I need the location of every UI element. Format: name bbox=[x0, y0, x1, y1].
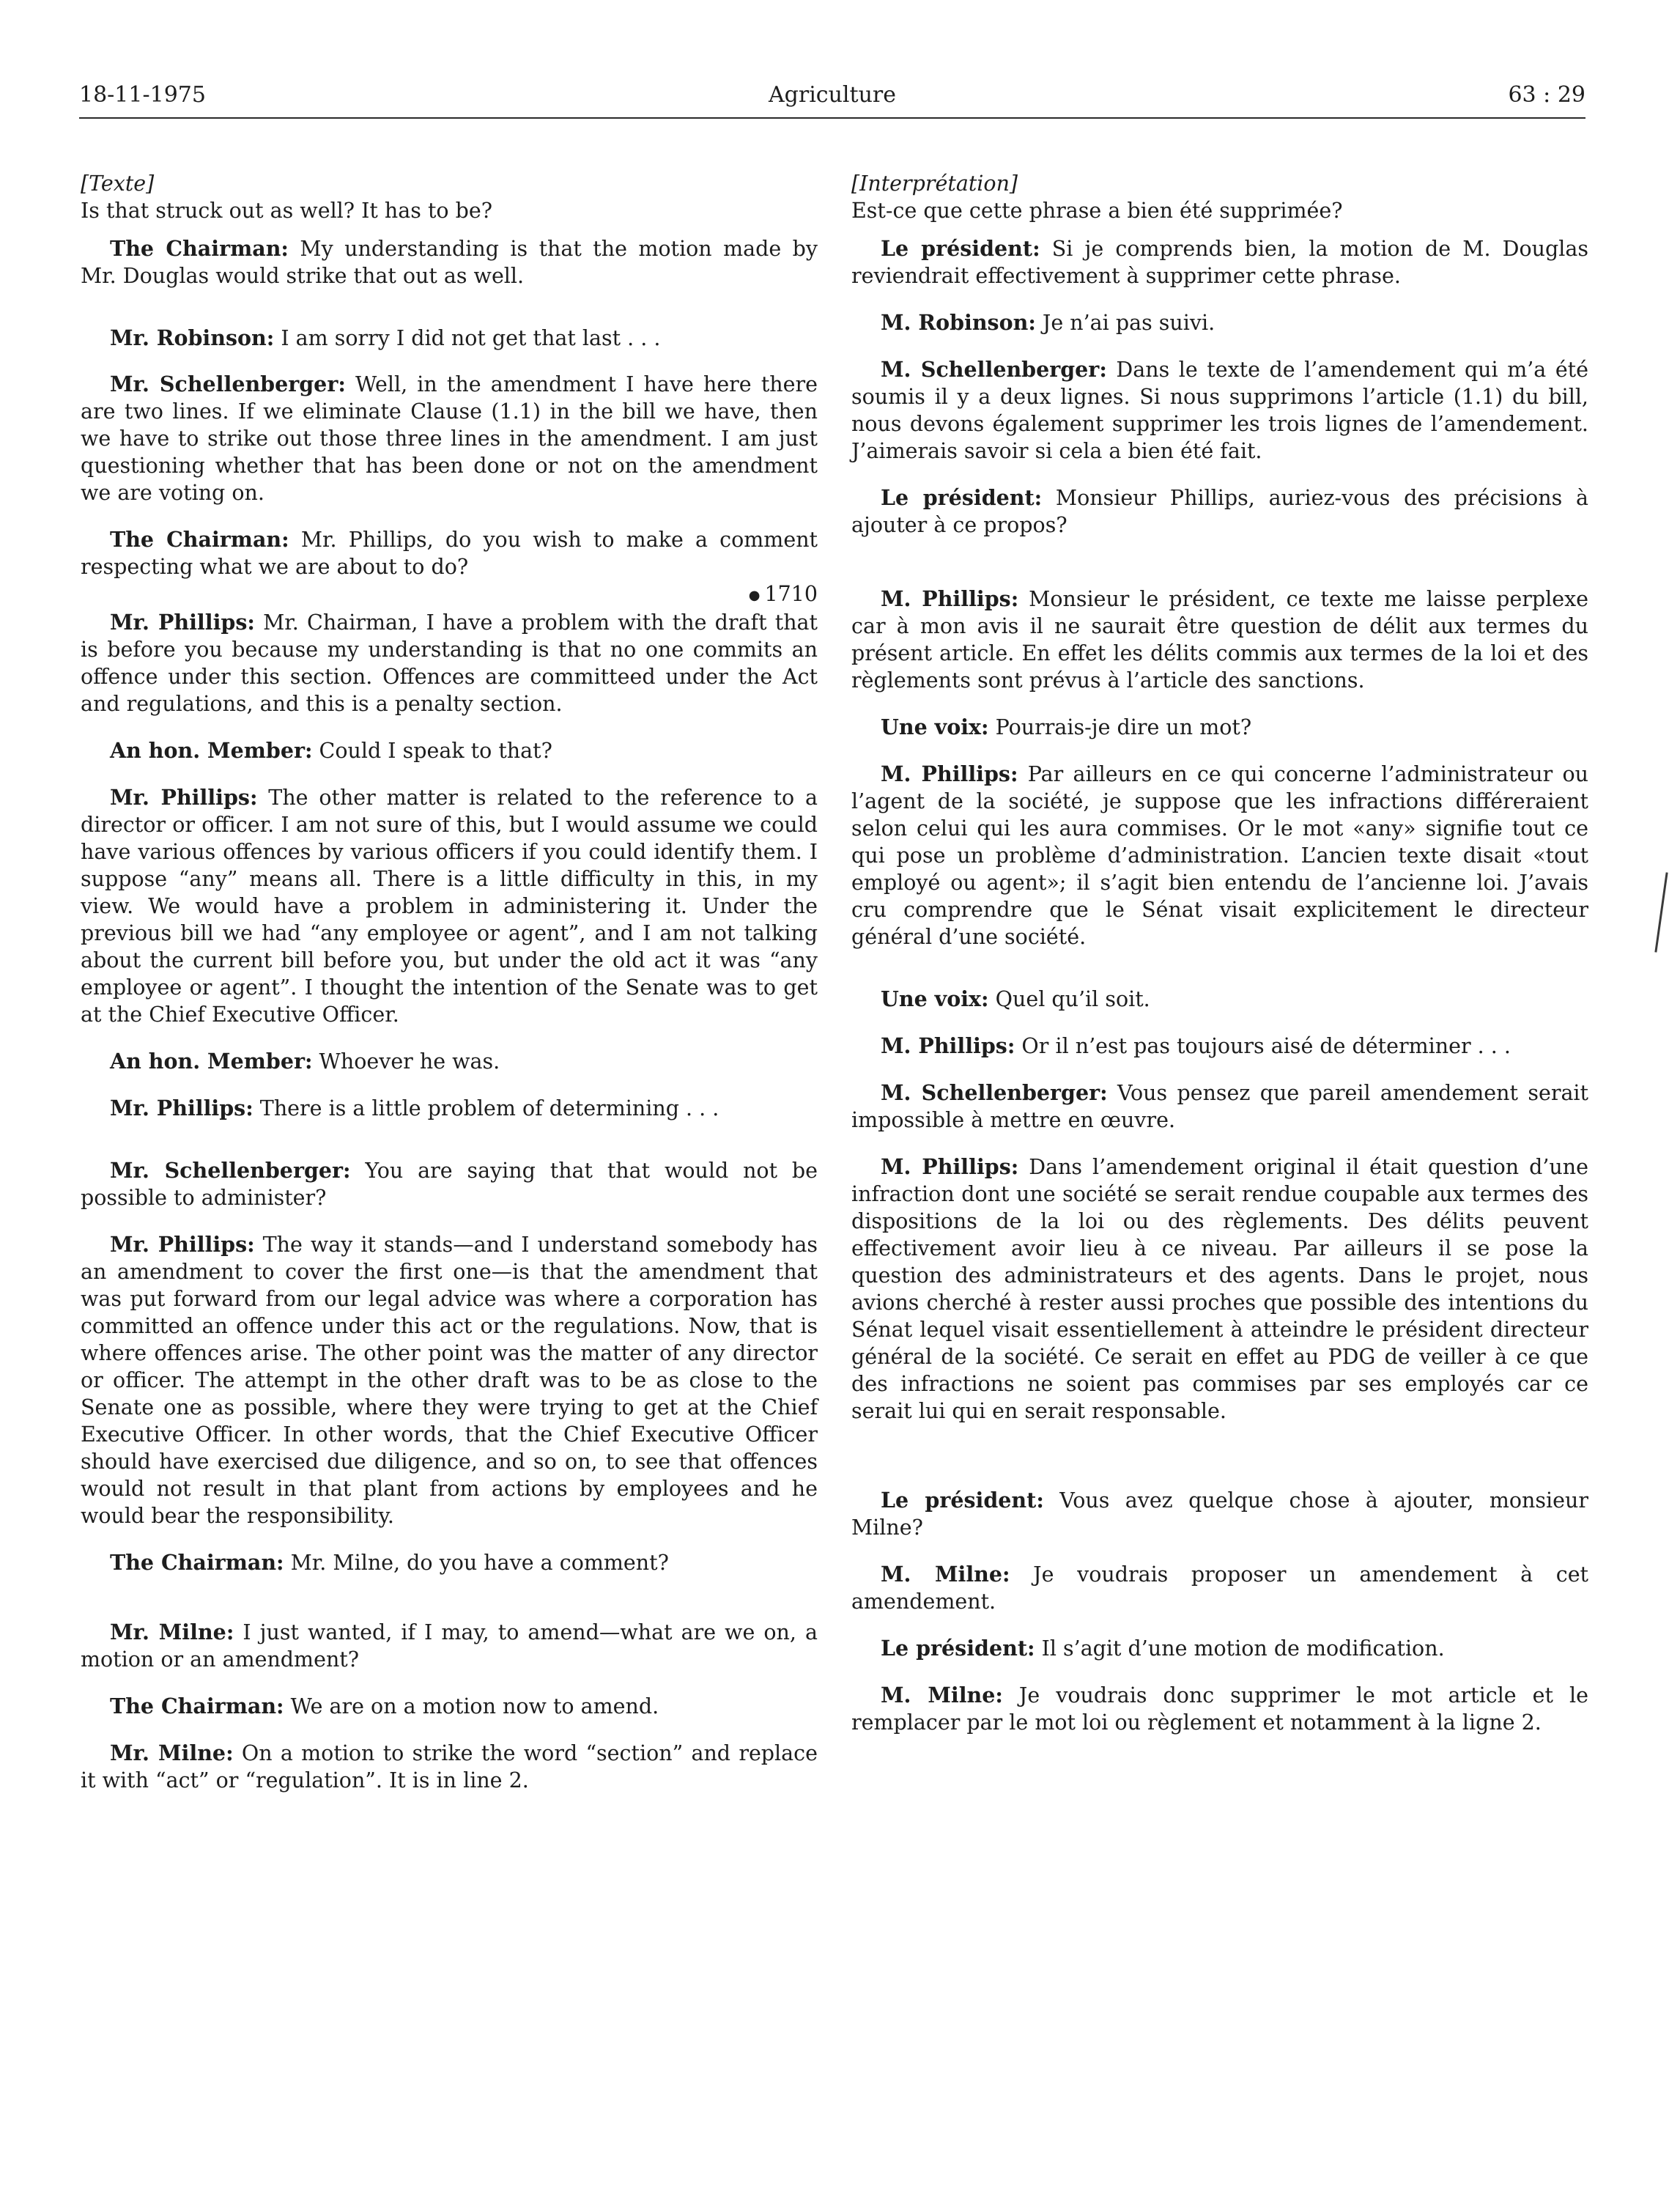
paragraph bbox=[851, 235, 1588, 289]
speaker-name: Mr. Phillips: bbox=[110, 785, 258, 810]
bullet-icon: ● bbox=[748, 588, 761, 603]
speaker-name: Une voix: bbox=[881, 986, 989, 1011]
speech-text: You are saying that that would not be possible to administer? bbox=[81, 1159, 818, 1210]
speech-text: The other matter is related to the reference to a director or officer. I am not sure of this, but I would assume we could have various offences by various officers if you could identify them. I suppose “any” means all. There is a little difficulty in this, in my view. We would have a problem in administering it. Under the previous bill we had “any employee or agent”, and I am not talking about the current bill before you, but under the old act it was “any employee or agent”. I thought the intention of the Senate was to get at the Chief Executive Officer. bbox=[81, 786, 818, 1027]
speech-text: Could I speak to that? bbox=[312, 739, 552, 763]
speaker-name: M. Milne: bbox=[881, 1562, 1010, 1587]
paragraph bbox=[81, 1549, 818, 1576]
speech-text: Dans le texte de l’amendement qui m’a été soumis il y a deux lignes. Si nous supprimons l’article (1.1) du bill, nous devons également supprimer les trois lignes de l’amendement. J’aimerais savoir si cela a bien été fait. bbox=[851, 358, 1589, 463]
speech-text: Je n’ai pas suivi. bbox=[1035, 311, 1215, 335]
paragraph bbox=[81, 526, 818, 580]
speaker-name: Mr. Phillips: bbox=[110, 610, 255, 635]
paragraph bbox=[851, 586, 1588, 694]
speech-text: I just wanted, if I may, to amend—what are we on, a motion or an amendment? bbox=[81, 1620, 818, 1672]
paragraph bbox=[81, 1095, 818, 1122]
paragraph bbox=[851, 1033, 1588, 1060]
speech-text: Mr. Milne, do you have a comment? bbox=[284, 1551, 669, 1575]
paragraph bbox=[81, 371, 818, 506]
header-date: 18-11-1975 bbox=[79, 82, 206, 108]
paragraph bbox=[851, 986, 1588, 1013]
paragraph bbox=[851, 761, 1588, 950]
speaker-name: An hon. Member: bbox=[110, 738, 313, 763]
paragraph: Is that struck out as well? It has to be? bbox=[81, 199, 492, 223]
speech-text: My understanding is that the motion made by Mr. Douglas would strike that out as well. bbox=[81, 237, 818, 288]
speaker-name: M. Phillips: bbox=[881, 1033, 1015, 1058]
header-title: Agriculture bbox=[769, 82, 896, 108]
speaker-name: Mr. Milne: bbox=[110, 1620, 234, 1644]
language-tag: [Interprétation] bbox=[851, 171, 1018, 196]
paragraph bbox=[81, 1740, 818, 1794]
speech-text: Je voudrais donc supprimer le mot article et le remplacer par le mot loi ou règlement et notamment à la ligne 2. bbox=[851, 1683, 1588, 1735]
speech-text: Mr. Chairman, I have a problem with the draft that is before you because my understanding is that no one commits an offence under this section. Offences are committeed under the Act and regulations, and this is a penalty section. bbox=[81, 610, 818, 716]
speech-text: We are on a motion now to amend. bbox=[284, 1694, 659, 1718]
speaker-name: M. Schellenberger: bbox=[881, 1080, 1108, 1105]
speaker-name: M. Robinson: bbox=[881, 310, 1036, 335]
speaker-name: Mr. Phillips: bbox=[110, 1232, 255, 1257]
speech-text: Vous avez quelque chose à ajouter, monsieur Milne? bbox=[851, 1488, 1588, 1540]
speaker-name: The Chairman: bbox=[110, 527, 289, 552]
speaker-name: Mr. Phillips: bbox=[110, 1096, 254, 1120]
french-column bbox=[851, 170, 1588, 1736]
speech-text: Par ailleurs en ce qui concerne l’administrateur ou l’agent de la société, je suppose que les infractions différeraient selon celui qui les aura commises. Or le mot «any» signifie tout ce qui pose un problème d’administration. L’ancien texte disait «tout employé ou agent»; il s’agit bien entendu de l’ancienne loi. J’avais cru comprendre que le Sénat visait explicitement le directeur général d’une société. bbox=[851, 762, 1589, 949]
speech-text: Monsieur Phillips, auriez-vous des précisions à ajouter à ce propos? bbox=[851, 486, 1588, 537]
speaker-name: Le président: bbox=[881, 485, 1043, 510]
paragraph bbox=[81, 1693, 818, 1720]
speech-text: Si je comprends bien, la motion de M. Douglas reviendrait effectivement à supprimer cette phrase. bbox=[851, 237, 1588, 288]
speech-text: Il s’agit d’une motion de modification. bbox=[1035, 1636, 1445, 1661]
speaker-name: Le président: bbox=[881, 1488, 1044, 1513]
speaker-name: M. Phillips: bbox=[881, 1154, 1019, 1179]
paragraph bbox=[851, 309, 1588, 336]
paragraph bbox=[81, 235, 818, 289]
time-marker-text: 1710 bbox=[764, 582, 818, 606]
speaker-name: Mr. Schellenberger: bbox=[110, 1158, 351, 1183]
speaker-name: An hon. Member: bbox=[110, 1049, 313, 1074]
speech-text: Mr. Phillips, do you wish to make a comment respecting what we are about to do? bbox=[81, 528, 818, 579]
paragraph bbox=[81, 1048, 818, 1075]
paragraph bbox=[81, 784, 818, 1028]
language-tag: [Texte] bbox=[81, 171, 155, 196]
english-column bbox=[81, 170, 818, 1794]
paragraph bbox=[851, 356, 1588, 465]
speech-text: Pourrais-je dire un mot? bbox=[988, 715, 1252, 739]
paragraph bbox=[851, 1635, 1588, 1662]
paragraph bbox=[81, 1157, 818, 1211]
speech-text: Quel qu’il soit. bbox=[988, 987, 1150, 1011]
speaker-name: The Chairman: bbox=[110, 1694, 284, 1718]
paragraph bbox=[81, 1619, 818, 1673]
page-header bbox=[79, 82, 1585, 119]
time-marker bbox=[81, 580, 818, 609]
speech-text: On a motion to strike the word “section” and replace it with “act” or “regulation”. It is in line 2. bbox=[81, 1741, 818, 1792]
speaker-name: The Chairman: bbox=[110, 236, 289, 261]
margin-pen-mark bbox=[1654, 872, 1668, 952]
speech-text: Or il n’est pas toujours aisé de déterminer . . . bbox=[1015, 1034, 1511, 1058]
header-page-number: 63 : 29 bbox=[1508, 82, 1585, 108]
paragraph bbox=[851, 484, 1588, 539]
speaker-name: Le président: bbox=[881, 1636, 1035, 1661]
paragraph bbox=[851, 1153, 1588, 1425]
paragraph bbox=[851, 1079, 1588, 1134]
paragraph bbox=[81, 1231, 818, 1529]
speech-text: I am sorry I did not get that last . . . bbox=[274, 326, 661, 350]
paragraph bbox=[851, 714, 1588, 741]
speech-text: Whoever he was. bbox=[312, 1049, 500, 1074]
speech-text: Monsieur le président, ce texte me laisse perplexe car à mon avis il ne saurait être question de délit aux termes du présent article. En effet les délits commis aux termes de la loi et des règlements sont prévus à l’article des sanctions. bbox=[851, 587, 1589, 693]
speaker-name: Le président: bbox=[881, 236, 1040, 261]
paragraph bbox=[851, 1682, 1588, 1736]
speaker-name: Une voix: bbox=[881, 715, 989, 739]
speaker-name: M. Phillips: bbox=[881, 586, 1019, 611]
paragraph bbox=[81, 737, 818, 764]
speech-text: Dans l’amendement original il était question d’une infraction dont une société se serait rendue coupable aux termes des dispositions de la loi ou des règlements. Des délits peuvent effectivement avoir lieu à ce niveau. Par ailleurs il se pose la question des administrateurs et des agents. Dans le projet, nous avions cherché à rester aussi proches que possible des intentions du Sénat lequel visait essentiellement à atteindre le président directeur général de la société. Ce serait en effet au PDG de veiller à ce que des infractions ne soient pas commises par ses employés car ce serait lui qui en serait responsable. bbox=[851, 1155, 1589, 1423]
paragraph bbox=[851, 1487, 1588, 1541]
speaker-name: The Chairman: bbox=[110, 1550, 284, 1575]
speech-text: Je voudrais proposer un amendement à cet amendement. bbox=[851, 1562, 1589, 1614]
paragraph: Est-ce que cette phrase a bien été supprimée? bbox=[851, 199, 1343, 223]
paragraph bbox=[81, 609, 818, 717]
speaker-name: M. Schellenberger: bbox=[881, 357, 1107, 382]
speech-text: The way it stands—and I understand somebody has an amendment to cover the first one—is that the amendment that was put forward from our legal advice was where a corporation has committed an offence under this act or the regulations. Now, that is where offences arise. The other point was the matter of any director or officer. The attempt in the other draft was to be as close to the Senate one as possible, where they were trying to get at the Chief Executive Officer. In other words, that the Chief Executive Officer should have exercised due diligence, and so on, to see that offences would not result in that plant from actions by employees and he would bear the responsibility. bbox=[81, 1233, 818, 1528]
speaker-name: Mr. Robinson: bbox=[110, 325, 275, 350]
speech-text: There is a little problem of determining . . . bbox=[253, 1096, 719, 1120]
speech-text: Well, in the amendment I have here there are two lines. If we eliminate Clause (1.1) in the bill we have, then we have to strike out those three lines in the amendment. I am just questioning whether that has been done or not on the amendment we are voting on. bbox=[81, 372, 818, 505]
speaker-name: Mr. Schellenberger: bbox=[110, 372, 346, 396]
paragraph bbox=[851, 1561, 1588, 1615]
speech-text: Vous pensez que pareil amendement serait impossible à mettre en œuvre. bbox=[851, 1081, 1589, 1132]
paragraph bbox=[81, 325, 818, 352]
speaker-name: M. Milne: bbox=[881, 1683, 1003, 1707]
speaker-name: M. Phillips: bbox=[881, 761, 1018, 786]
speaker-name: Mr. Milne: bbox=[110, 1740, 234, 1765]
